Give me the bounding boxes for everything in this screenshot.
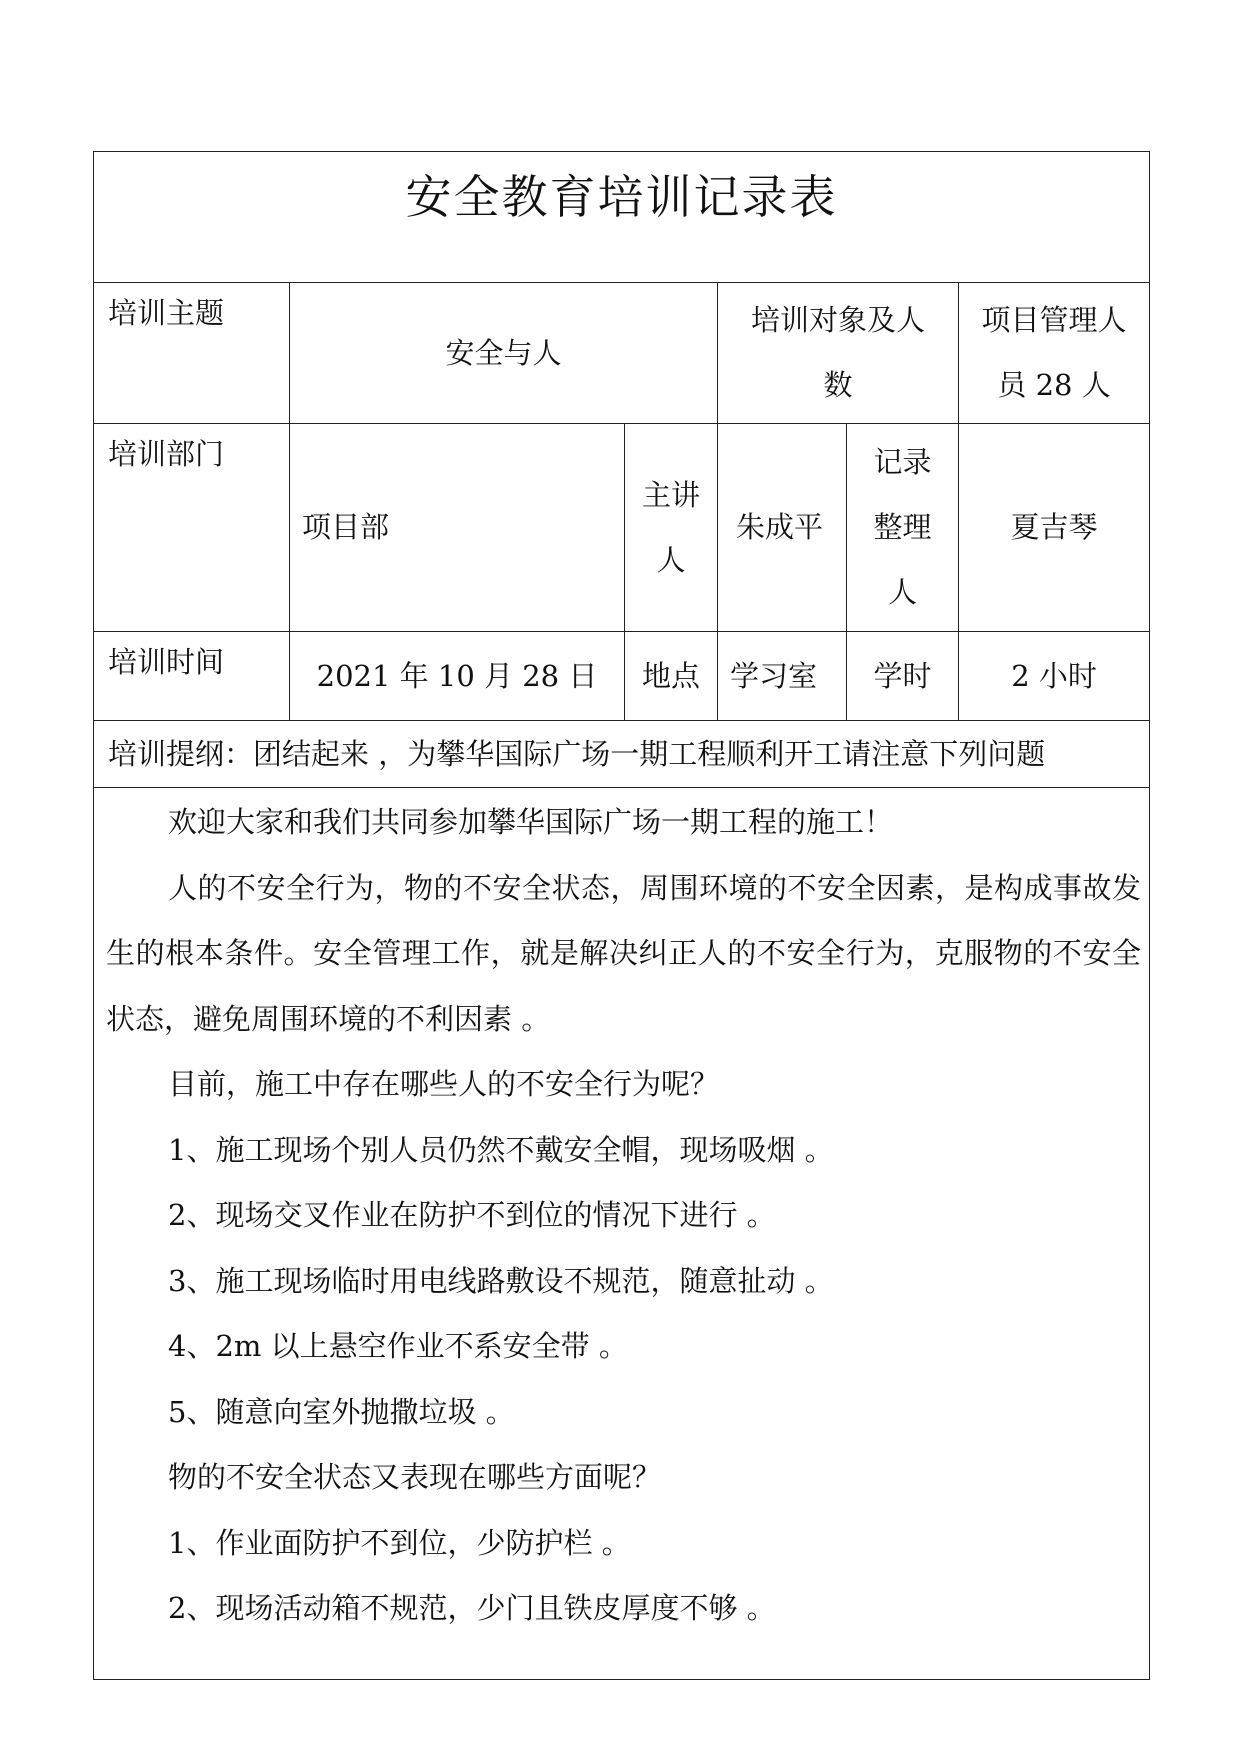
location-value: 学习室 [718,632,847,721]
audience-value-line2: 员 28 人 [997,368,1111,402]
content-list-item: 4、2m 以上悬空作业不系安全带 。 [168,1329,628,1363]
content-list-item: 2、现场活动箱不规范，少门且铁皮厚度不够 。 [168,1591,776,1625]
lecturer-label [625,424,718,632]
recorder-value: 夏吉琴 [959,424,1150,632]
content-list-item: 3、施工现场临时用电线路敷设不规范，随意扯动 。 [168,1263,834,1298]
hours-value: 2 小时 [959,632,1150,721]
topic-label: 培训主题 [94,283,290,424]
content-list-item: 1、作业面防护不到位，少防护栏 。 [168,1525,631,1560]
time-value: 2021 年 10 月 28 日 [290,632,625,721]
recorder-label-line1: 记录 [873,445,932,479]
content-list-item: 1、施工现场个别人员仍然不戴安全帽，现场吸烟 。 [168,1132,834,1167]
content-paragraph: 物的不安全状态又表现在哪些方面呢？ [168,1460,662,1494]
audience-label-line1: 培训对象及人 [750,303,925,337]
content-paragraph: 人的不安全行为，物的不安全状态，周围环境的不安全因素，是构成事故发生的根本条件。安全管理工作，就是解决纠正人的不安全行为，克服物的不安全状态，避免周围环境的不利因素 。 [106,870,1142,1036]
department-value: 项目部 [290,424,625,632]
audience-label [718,283,959,424]
content-paragraph: 欢迎大家和我们共同参加攀华国际广场一期工程的施工！ [168,805,894,839]
recorder-label [847,424,959,632]
title-cell [94,152,1150,283]
topic-value: 安全与人 [290,283,718,424]
training-record-table [93,151,1150,1680]
content-list-item: 5、随意向室外抛撒垃圾 。 [168,1394,515,1429]
lecturer-label-line2: 人 [656,542,686,577]
department-label: 培训部门 [94,424,290,632]
content-list-item: 2、现场交叉作业在防护不到位的情况下进行 。 [168,1198,776,1232]
audience-value [959,283,1150,424]
audience-value-line1: 项目管理人 [981,303,1127,337]
lecturer-value: 朱成平 [718,424,847,632]
time-label: 培训时间 [94,632,290,721]
training-outline: 培训提纲：团结起来 ，为攀华国际广场一期工程顺利开工请注意下列问题 [94,721,1150,788]
recorder-label-line2: 整理 [873,510,932,544]
audience-label-line2: 数 [823,368,853,402]
page-title: 安全教育培训记录表 [405,170,838,224]
training-content [94,788,1150,1680]
content-paragraph: 目前，施工中存在哪些人的不安全行为呢？ [168,1067,720,1101]
location-label: 地点 [625,632,718,721]
hours-label: 学时 [847,632,959,721]
recorder-label-line3: 人 [887,575,917,609]
lecturer-label-line1: 主讲 [641,477,700,512]
